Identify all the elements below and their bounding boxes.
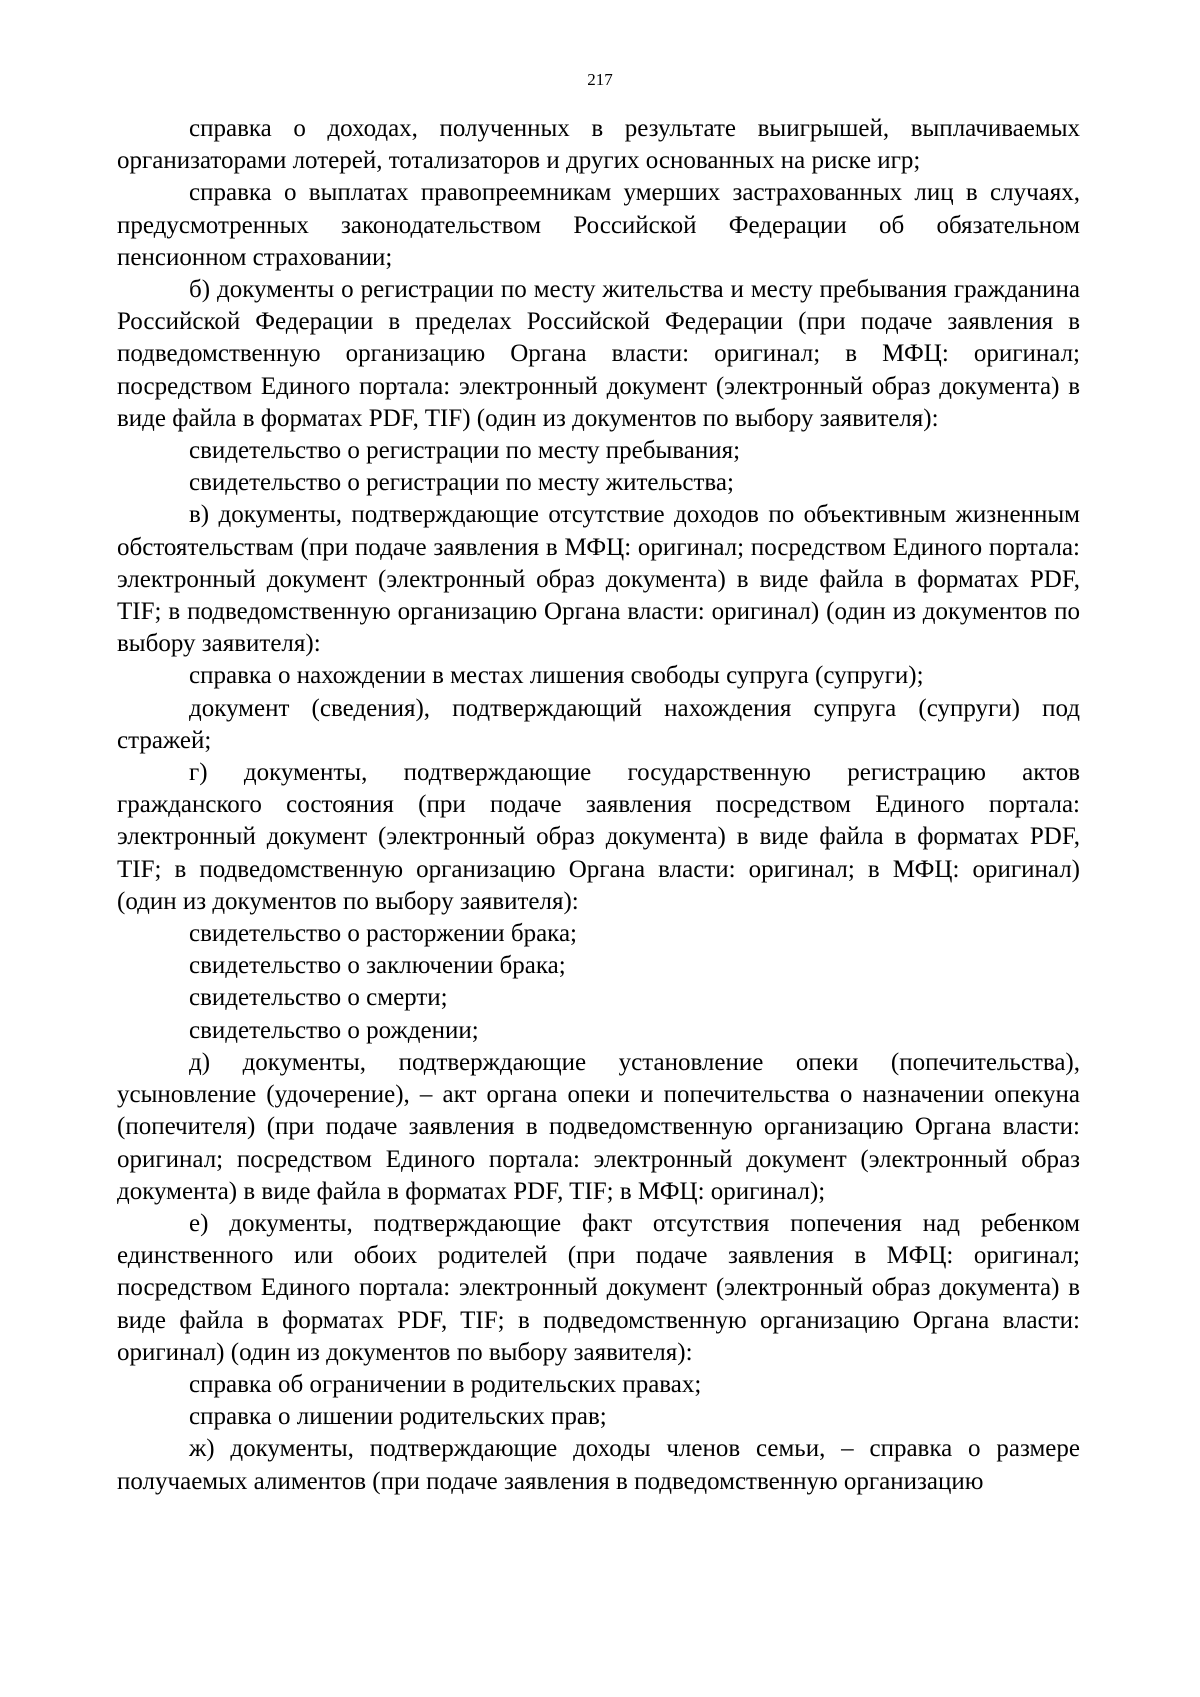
page-number: 217 xyxy=(587,70,613,89)
paragraph: справка об ограничении в родительских правах; xyxy=(189,1370,702,1398)
paragraph: свидетельство о регистрации по месту жительства; xyxy=(189,469,734,497)
paragraph: д) документы, подтверждающие установление опеки (попечительства), усыновление (удочерение), – акт органа опеки и попечительства о назначении опекуна (попечителя) (при подаче заявления в подведомственную организацию Органа власти: оригинал; посредством Единого портала: электронный документ (электронный образ документа) в виде файла в форматах PDF, TIF; в МФЦ: оригинал); xyxy=(117,1048,1080,1205)
paragraph: свидетельство о заключении брака; xyxy=(189,952,566,980)
paragraph: в) документы, подтверждающие отсутствие доходов по объективным жизненным обстоятельствам (при подаче заявления в МФЦ: оригинал; посредством Единого портала: электронный документ (электронный образ документа) в виде файла в форматах PDF, TIF; в подведомственную организацию Органа власти: оригинал) (один из документов по выбору заявителя): xyxy=(117,501,1080,658)
document-body xyxy=(117,113,1080,1498)
paragraph: ж) документы, подтверждающие доходы членов семьи, – справка о размере получаемых алиментов (при подаче заявления в подведомственную организацию xyxy=(117,1435,1080,1495)
paragraph: свидетельство о смерти; xyxy=(189,984,448,1012)
paragraph: справка о нахождении в местах лишения свободы супруга (супруги); xyxy=(189,662,924,690)
paragraph: е) документы, подтверждающие факт отсутствия попечения над ребенком единственного или обоих родителей (при подаче заявления в МФЦ: оригинал; посредством Единого портала: электронный документ (электронный образ документа) в виде файла в форматах PDF, TIF; в подведомственную организацию Органа власти: оригинал) (один из документов по выбору заявителя): xyxy=(117,1209,1080,1366)
paragraph: свидетельство о рождении; xyxy=(189,1016,479,1044)
paragraph: документ (сведения), подтверждающий нахождения супруга (супруги) под стражей; xyxy=(117,694,1080,754)
paragraph: г) документы, подтверждающие государственную регистрацию актов гражданского состояния (при подаче заявления посредством Единого портала: электронный документ (электронный образ документа) в виде файла в форматах PDF, TIF; в подведомственную организацию Органа власти: оригинал; в МФЦ: оригинал) (один из документов по выбору заявителя): xyxy=(117,759,1080,915)
paragraph: свидетельство о расторжении брака; xyxy=(189,920,577,948)
paragraph: справка о лишении родительских прав; xyxy=(189,1403,607,1431)
paragraph: б) документы о регистрации по месту жительства и месту пребывания гражданина Российской Федерации в пределах Российской Федерации (при подаче заявления в подведомственную организацию Органа власти: оригинал; в МФЦ: оригинал; посредством Единого портала: электронный документ (электронный образ документа) в виде файла в форматах PDF, TIF) (один из документов по выбору заявителя): xyxy=(117,276,1080,432)
paragraph: справка о доходах, полученных в результате выигрышей, выплачиваемых организаторами лотерей, тотализаторов и других основанных на риске игр; xyxy=(117,115,1080,175)
paragraph: справка о выплатах правопреемникам умерших застрахованных лиц в случаях, предусмотренных законодательством Российской Федерации об обязательном пенсионном страховании; xyxy=(117,179,1080,271)
paragraph: свидетельство о регистрации по месту пребывания; xyxy=(189,437,741,465)
